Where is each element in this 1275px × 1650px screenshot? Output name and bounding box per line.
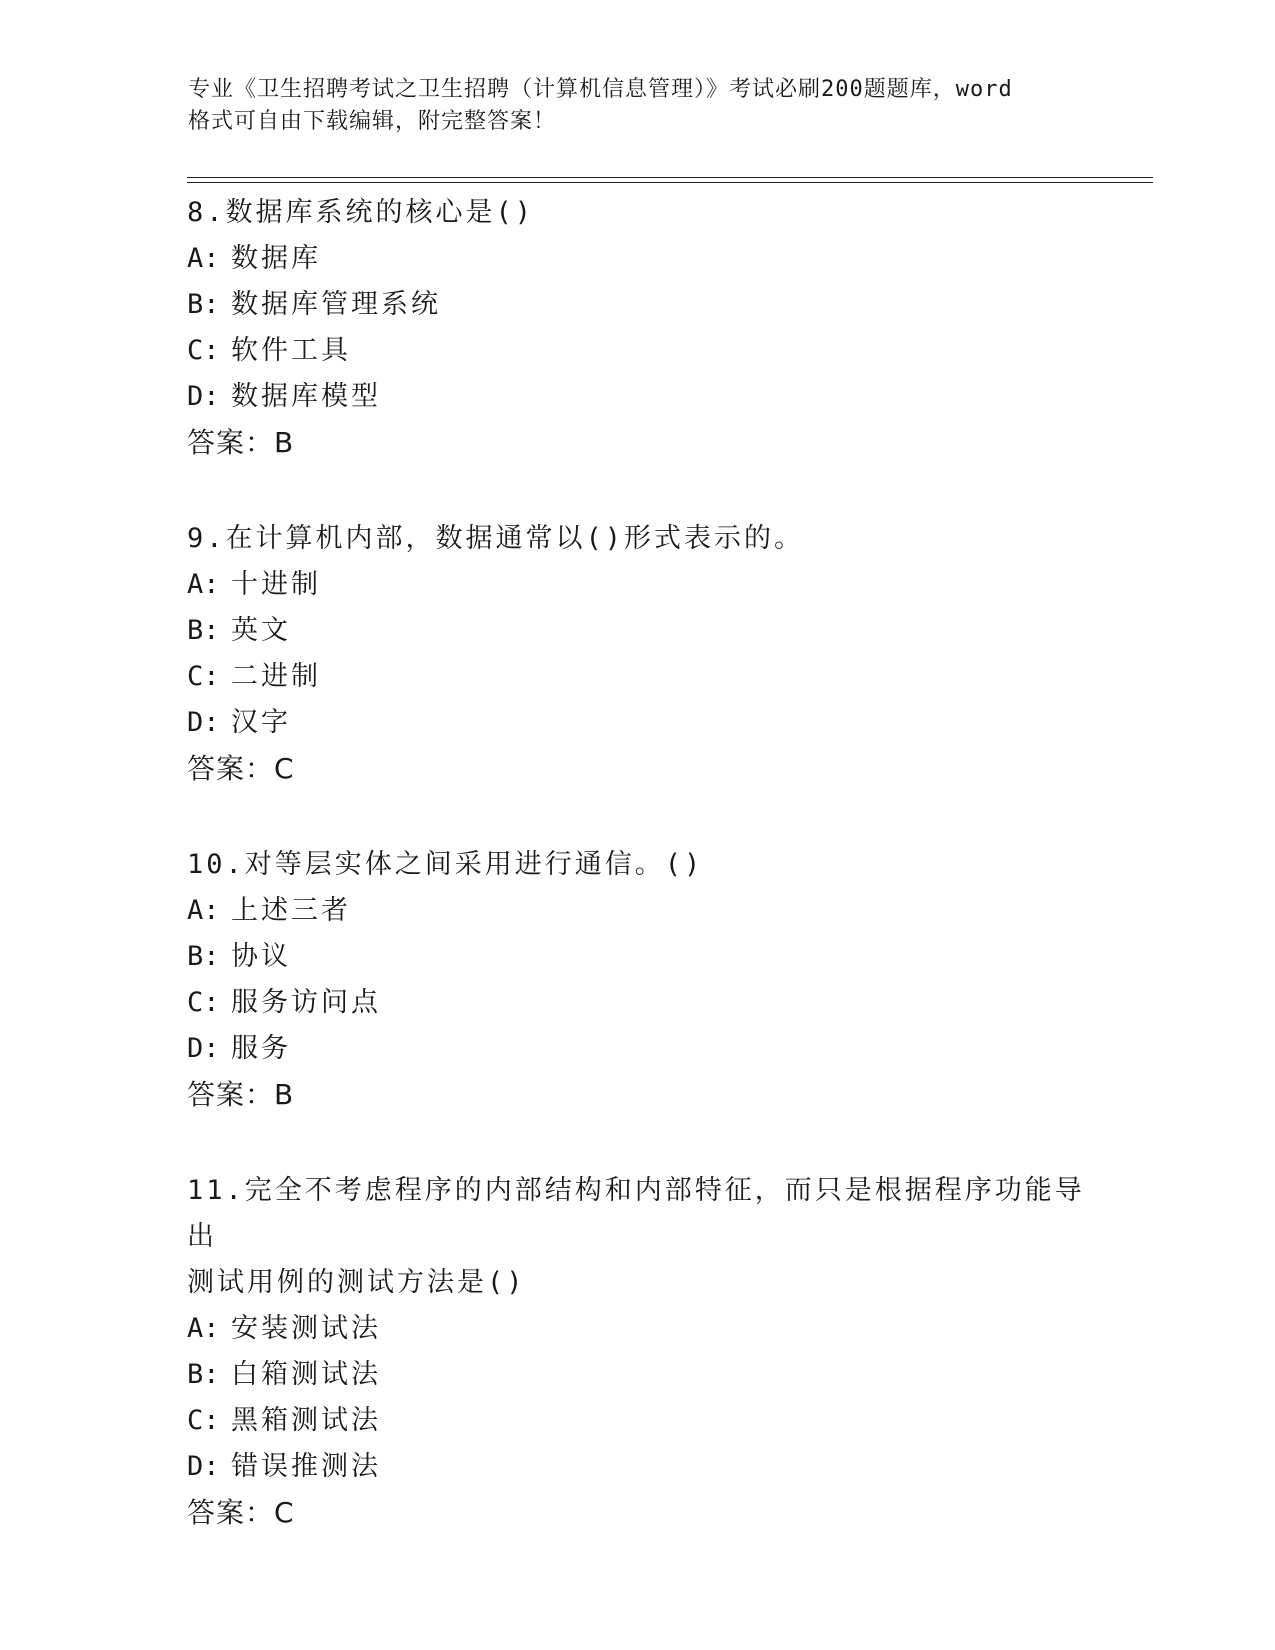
option-key: C: [187, 987, 220, 1018]
option-d [187, 1444, 1087, 1490]
question-text: 10.对等层实体之间采用进行通信。() [187, 849, 704, 880]
option-c [187, 1398, 1087, 1444]
option-a [187, 1306, 1087, 1352]
option-text: 十进制 [231, 569, 321, 600]
option-d [187, 1026, 1087, 1072]
option-key: D: [187, 707, 220, 738]
option-text: 黑箱测试法 [231, 1405, 381, 1436]
option-text: 上述三者 [231, 895, 351, 926]
option-text: 错误推测法 [231, 1451, 381, 1482]
answer-text: 答案：C [187, 1496, 295, 1529]
option-text: 数据库 [231, 243, 321, 274]
option-text: 服务 [231, 1033, 291, 1064]
answer-text: 答案：B [187, 426, 295, 459]
option-key: C: [187, 335, 220, 366]
option-key: C: [187, 661, 220, 692]
header-divider [187, 177, 1153, 183]
option-text: 协议 [231, 941, 291, 972]
option-text: 安装测试法 [231, 1313, 381, 1344]
option-key: A: [187, 1313, 220, 1344]
answer-text: 答案：C [187, 752, 295, 785]
question-9 [187, 516, 1087, 792]
question-11 [187, 1168, 1087, 1536]
option-key: D: [187, 1451, 220, 1482]
option-a [187, 562, 1087, 608]
question-text-line-1: 11.完全不考虑程序的内部结构和内部特征，而只是根据程序功能导出 [187, 1175, 1085, 1252]
question-text-line-2: 测试用例的测试方法是() [187, 1267, 526, 1298]
option-c [187, 980, 1087, 1026]
option-text: 二进制 [231, 661, 321, 692]
question-text: 8.数据库系统的核心是() [187, 197, 535, 228]
option-key: B: [187, 289, 220, 320]
option-key: B: [187, 615, 220, 646]
option-text: 服务访问点 [231, 987, 381, 1018]
question-list [187, 190, 1087, 1586]
option-key: A: [187, 243, 220, 274]
option-b [187, 1352, 1087, 1398]
option-text: 白箱测试法 [231, 1359, 381, 1390]
option-text: 数据库模型 [231, 381, 381, 412]
option-key: D: [187, 1033, 220, 1064]
answer-text: 答案：B [187, 1078, 295, 1111]
option-b [187, 608, 1087, 654]
option-b [187, 282, 1087, 328]
option-text: 汉字 [231, 707, 291, 738]
option-c [187, 654, 1087, 700]
option-d [187, 700, 1087, 746]
option-key: B: [187, 1359, 220, 1390]
option-a [187, 236, 1087, 282]
document-header [188, 74, 1088, 138]
question-10 [187, 842, 1087, 1118]
option-d [187, 374, 1087, 420]
option-a [187, 888, 1087, 934]
option-key: D: [187, 381, 220, 412]
question-text: 9.在计算机内部，数据通常以()形式表示的。 [187, 523, 805, 554]
option-text: 软件工具 [231, 335, 351, 366]
option-text: 英文 [231, 615, 291, 646]
header-line-1: 专业《卫生招聘考试之卫生招聘（计算机信息管理）》考试必刷200题题库，word [188, 77, 1013, 102]
option-key: A: [187, 569, 220, 600]
option-b [187, 934, 1087, 980]
option-key: B: [187, 941, 220, 972]
option-text: 数据库管理系统 [231, 289, 441, 320]
option-key: A: [187, 895, 220, 926]
header-line-2: 格式可自由下载编辑，附完整答案！ [188, 109, 557, 134]
option-key: C: [187, 1405, 220, 1436]
question-8 [187, 190, 1087, 466]
option-c [187, 328, 1087, 374]
